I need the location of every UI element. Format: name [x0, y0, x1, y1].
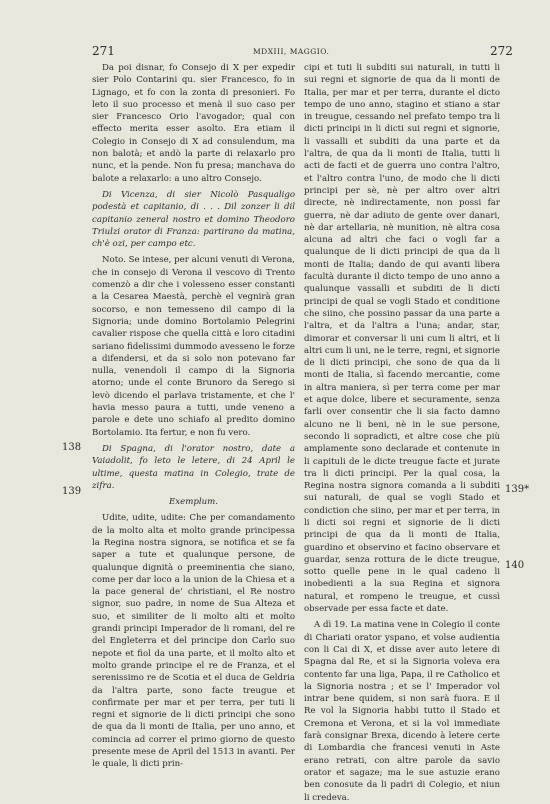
- margin-number-138: 138: [62, 442, 82, 453]
- paragraph-spagna: Di Spagna, di l'orator nostro, date a Vaiadolit, fo leto le letere, di 24 April le ultime, questa matina in Colegio, trate de zifra.: [92, 443, 295, 491]
- paragraph-vicenza: Di Vicenza, di sier Nicolò Pasqualigo podestà et capitanio, di . . . Dil zonzer li dil capitanio zeneral nostro et domino Theodoro Triulzi orator di Franza: partirano da matina, ch'è ozi, per campo etc.: [92, 189, 295, 250]
- right-text-column: [304, 62, 500, 804]
- left-text-column: [92, 62, 295, 771]
- paragraph-proclamation-continued: cipi et tuti li subditi sui naturali, in tutti li sui regni et signorie de qua da li monti de Italia, per mar et per terra, durante el dicto tempo de uno anno, stagino et stiano a star in treugue, cessando nel prefato tempo tra li dicti principi in li dicti sui regni et signorie, li vassalli et subditi da una parte et da l'altra, de qua da li monti de Italia, tutti li acti de facti et de guerra uno contra l'altro, et l'altro contra l'uno, de modo che li dicti principi per sè, nè per altro over altri directe, nè indirectamente, non possi far guerra, nè dar adiuto de gente over danari, nè dar artellaria, nè munition, nè altra cosa alcuna ad altri che faci o vogli far a qualunque de li dicti principi de qua da li monti de Italia; dando de qui avanti libera facultà durante il dicto tempo de uno anno a qualunque vassalli et subditi de li dicti principi de qual se vogli Stado et conditione che siino, che possino passar da una parte a l'altra, et da l'altra a l'una; andar, star, dimorar et conversar li uni cum li altri, et li altri cum li uni, ne le terre, regni, et signorie de li dicti principi, che sono de qua da li monti de Italia, sì facendo mercantie, come in altra maniera, sì per terra come per mar et aque dolce, libere et securamente, senza farli over consentir che li sia facto damno alcuno ne li beni, nè in le sue persone, secondo li sopradicti, et altre cose che più amplamente sono declarade et contenute in li capituli de le dicte treugue facte et jurate tra li dicti principi. Per la qual cosa, la Regina nostra signora comanda a li subditi sui naturali, de qual se vogli Stado et condiction che siino, per mar et per terra, in li dicti soi regni et signorie de li dicti principi de qua da li monti de Italia, guardino et observino et facino observare et guardar, senza rottura de le dicte treugue, sotto quelle pene in le qual cadeno li inobedienti a la sua Regina et signora natural, et rompeno le treugue, et cussì observade per essa facte et date.: [304, 63, 500, 615]
- margin-number-139-left: 139: [62, 486, 82, 497]
- paragraph-consejo-di-x: Da poi disnar, fo Consejo di X per expedir sier Polo Contarini qu. sier Francesco, fo in Lignago, et fo con la zonta di presonieri. Fo leto il suo processo et menà il suo caso per sier Francesco Orio l'avogador; qual con effecto merita esser asolto. Era etiam il Colegio in Consejo di X ad consulendum, ma non balotà; et andò la parte di relaxarlo pro nunc, et la pende. Non fu presa; manchava do balote a relaxarlo: a uno altro Consejo.: [92, 63, 295, 184]
- paragraph-proclamation: Udite, udite, udite: Che per comandamento de la molto alta et molto grande principessa la Regina nostra signora, se notifica et se fa saper a tute et qualunque persone, de qualunque dignità o preeminentia che siano, come per dar loco a la union de la Chiesa et a la pace general de' christiani, el Re nostro signor, suo padre, in nome de Sua Alteza et suo, et similiter de li molto alti et molto grandi principi Imperador de li romani, del re del Engleterra et del principe don Carlo suo nepote et fiol da una parte, et il molto alto et molto grande principe el re de Franza, et el serenissimo re de Scotia et el duca de Geldria da l'altra parte, sono facte treugue et confirmate per mar et per terra, per tuti li regni et signorie de li dicti principi che sono de qua da li monti de Italia, per uno anno, et comincia ad correr el primo giorno de questo presente mese de April del 1513 in avanti. Per le quale, li dicti prin-: [92, 513, 295, 770]
- margin-number-139-right: 139*: [505, 484, 530, 495]
- right-page-number: 272: [490, 44, 513, 58]
- paragraph-di-19: A dì 19. La matina vene in Colegio il conte di Chariati orator yspano, et volse audientia con li Cai di X, et disse aver auto letere di Spagna dal Re, et si la Signoria voleva era contento far una liga, Papa, il re Catholico et la Signoria nostra ; et se l' Imperador vol intrar bene quidem, si non sarà fuora. E il Re vol la Signoria habbi tutto il Stado et Cremona et Verona, et si la vol immediate farà consignar Brexa, dicendo à letere certe di Lombardia che francesi venuti in Aste erano retrati, con altre parole da savio orator et sagaze; ma le sue astuzie erano ben conosute da li padri di Colegio, et niun li credeva.: [304, 620, 500, 803]
- left-page-number: 271: [92, 44, 115, 58]
- margin-number-140: 140: [505, 560, 525, 571]
- running-header: MDXIII, MAGGIO.: [253, 47, 330, 56]
- paragraph-verona-note: Noto. Se intese, per alcuni venuti di Verona, che in consejo di Verona il vescovo di Trento comenzò a dir che i volesseno esser constanti a la Cesarea Maestà, perchè el vegnirà gran socorso, e non temesseno dil campo di la Signoria; unde domino Bortolamio Pelegrini cavalier rispose che quella città e loro citadini sariano fidelissimi dummodo avesseno le forze a difendersi, et da si solo non potevano far nulla, venendoli il campo di la Signoria atorno; unde el conte Brunoro da Serego si levò dicendo el parlava tristamente, et che l' havia messo paura a tutti, unde veneno a parole e dete uno schiafo al predito domino Bortolamio. Ita fertur, e non fu vero.: [92, 255, 295, 438]
- exemplum-heading: Exemplum.: [168, 497, 219, 508]
